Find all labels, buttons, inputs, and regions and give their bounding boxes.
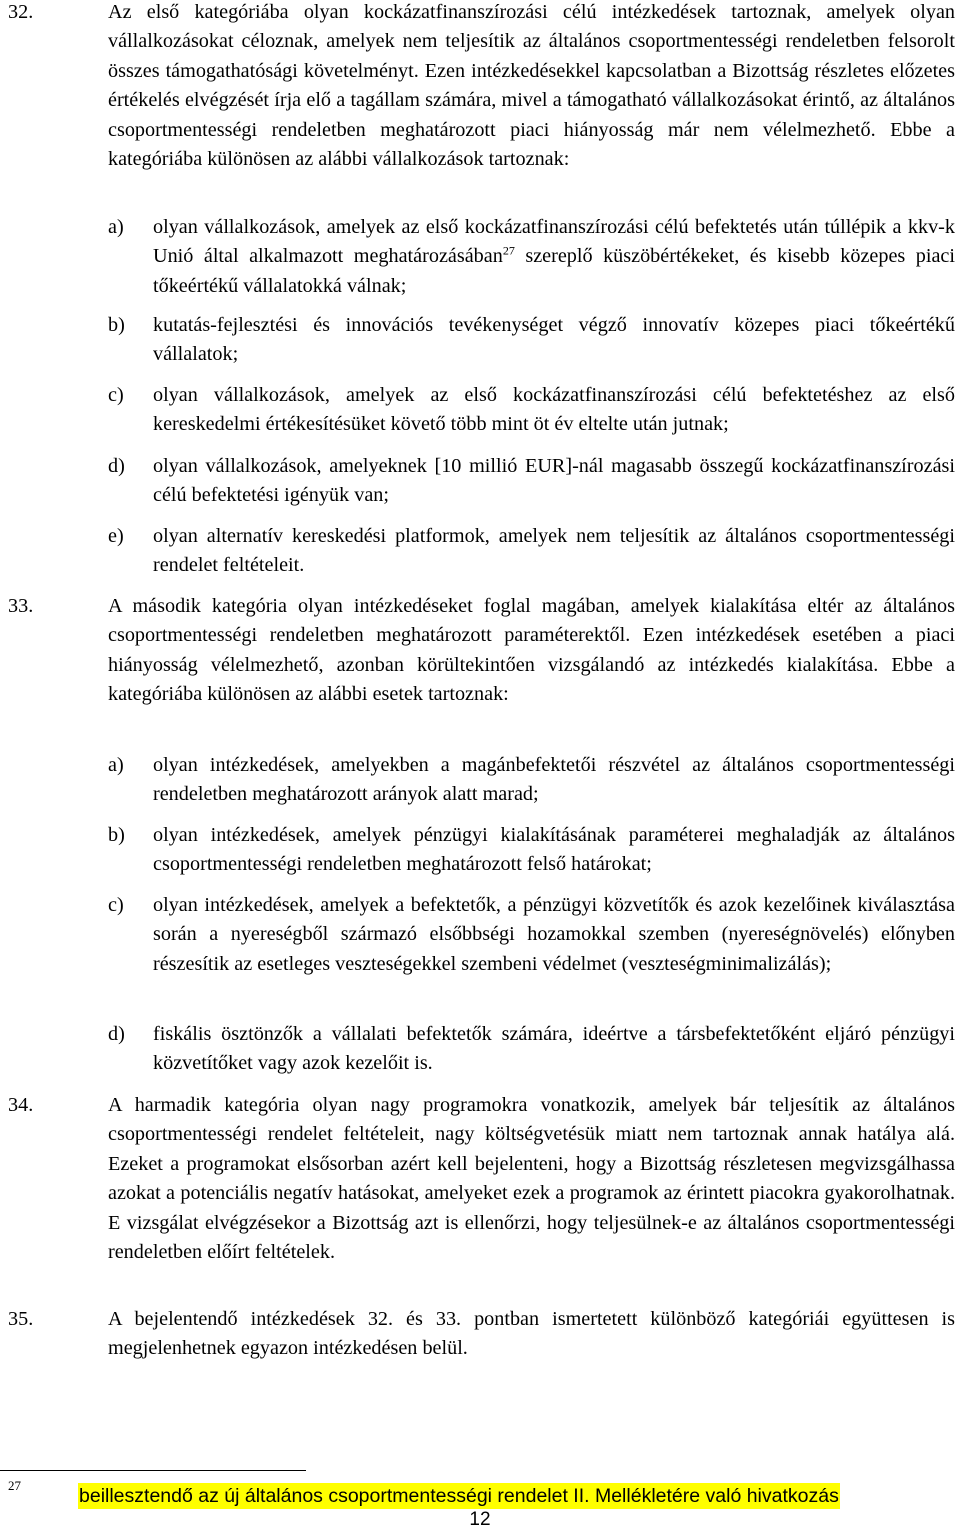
list-item-text: fiskális ösztönzők a vállalati befektetők számára, ideértve a társbefektetőként eljáró pénzügyi közvetítőket vagy azok kezelőit is.: [153, 1023, 955, 1075]
paragraph-32: [0, 0, 955, 174]
list-item-label: d): [108, 455, 125, 477]
list-item-label: a): [108, 216, 124, 238]
list-item-text: olyan alternatív kereskedési platformok, amelyek nem teljesítik az általános csoportmentességi rendelet feltételeit.: [153, 525, 955, 577]
list-item-text: kutatás-fejlesztési és innovációs tevékenységet végző innovatív közepes piaci tőkeértékű vállalatok;: [153, 314, 955, 366]
footnote-reference[interactable]: 27: [502, 243, 515, 258]
list-item-32d: [0, 452, 955, 511]
list-item-text: olyan vállalkozások, amelyek az első kockázatfinanszírozási célú befektetés után túllépik a kkv-k Unió által alkalmazott meghatározásában$^{27}$ szereplő küszöbértékeket, és kisebb közepes piaci tőkeértékű vállalatokká válnak;: [153, 216, 956, 297]
paragraph-33: [0, 592, 955, 710]
list-item-label: e): [108, 525, 124, 547]
list-item-text: olyan vállalkozások, amelyek az első kockázatfinanszírozási célú befektetéshez az első kereskedelmi értékesítésüket követő több mint öt év eltelte után jutnak;: [153, 384, 955, 436]
paragraph-number: 33.: [8, 595, 34, 617]
paragraph-text: A harmadik kategória olyan nagy programokra vonatkozik, amelyek bár teljesítik az általános csoportmentességi rendelet feltételeit, nagy költségvetésük miatt nem tartoznak annak hatálya alá. Ezeket a programokat elsősorban azért kell bejelenteni, hogy a Bizottság részletesen megvizsgálhassa azokat a potenciális negatív hatásokat, amelyeket ezek a programok az érintett piacokra gyakorolhatnak. E vizsgálat elvégzésekor a Bizottság azt is ellenőrzi, hogy teljesülnek-e az általános csoportmentességi rendeletben előírt feltételek.: [108, 1094, 955, 1264]
footnote-text: beillesztendő az új általános csoportmentességi rendelet II. Mellékletére való hivatkozás: [79, 1485, 839, 1507]
paragraph-35: [0, 1305, 955, 1364]
paragraph-number: 34.: [8, 1094, 34, 1116]
list-item-33b: [0, 821, 955, 880]
paragraph-text: A második kategória olyan intézkedéseket foglal magában, amelyek kialakítása eltér az általános csoportmentességi rendeletben meghatározott paraméterektől. Ezen intézkedések esetében a piaci hiányosság vélelmezhető, azonban körültekintően vizsgálandó az intézkedés kialakítása. Ebbe a kategóriába különösen az alábbi esetek tartoznak:: [108, 595, 955, 706]
list-item-33c: [0, 891, 955, 979]
list-item-text: olyan intézkedések, amelyekben a magánbefektetői részvétel az általános csoportmentességi rendeletben meghatározott arányok alatt marad;: [153, 754, 955, 806]
list-item-text: olyan intézkedések, amelyek a befektetők, a pénzügyi közvetítők és azok kezelőinek kiválasztása során a nyereségből származó elsőbbségi hozamokkal szemben (nyereségnövelés) előnyben részesítik az esetleges veszteségekkel szembeni védelmet (veszteségminimalizálás);: [153, 894, 955, 975]
list-item-label: b): [108, 314, 125, 336]
paragraph-number: 35.: [8, 1308, 34, 1330]
list-item-32e: [0, 522, 955, 581]
list-item-label: b): [108, 824, 125, 846]
list-item-32a: [0, 213, 955, 301]
list-item-33a: [0, 751, 955, 810]
list-item-label: c): [108, 384, 124, 406]
footnote-number: 27: [8, 1478, 21, 1493]
list-item-32b: [0, 311, 955, 370]
footnote-separator: [0, 1470, 306, 1471]
list-item-33d: [0, 1020, 955, 1079]
list-item-label: c): [108, 894, 124, 916]
paragraph-34: [0, 1091, 955, 1267]
paragraph-number: 32.: [8, 1, 34, 23]
paragraph-text: Az első kategóriába olyan kockázatfinanszírozási célú intézkedések tartoznak, amelyek olyan vállalkozásokat céloznak, amelyek nem teljesítik az általános csoportmentességi rendeletben felsorolt összes támogathatósági követelményt. Ezen intézkedésekkel kapcsolatban a Bizottság részletes előzetes értékelés elvégzését írja elő a tagállam számára, mivel a támogatható vállalkozásokat érintő, az általános csoportmentességi rendeletben meghatározott piaci hiányosság már nem vélelmezhető. Ebbe a kategóriába különösen az alábbi vállalkozások tartoznak:: [108, 1, 955, 171]
list-item-label: a): [108, 754, 124, 776]
page-number: 12: [469, 1509, 491, 1530]
list-item-label: d): [108, 1023, 125, 1045]
list-item-text: olyan vállalkozások, amelyeknek [10 millió EUR]-nál magasabb összegű kockázatfinanszírozási célú befektetési igényük van;: [153, 455, 955, 507]
list-item-32c: [0, 381, 955, 440]
list-item-text: olyan intézkedések, amelyek pénzügyi kialakításának paraméterei meghaladják az általános csoportmentességi rendeletben meghatározott felső határokat;: [153, 824, 955, 876]
paragraph-text: A bejelentendő intézkedések 32. és 33. pontban ismertetett különböző kategóriái együttesen is megjelenhetnek egyazon intézkedésen belül.: [108, 1308, 955, 1360]
